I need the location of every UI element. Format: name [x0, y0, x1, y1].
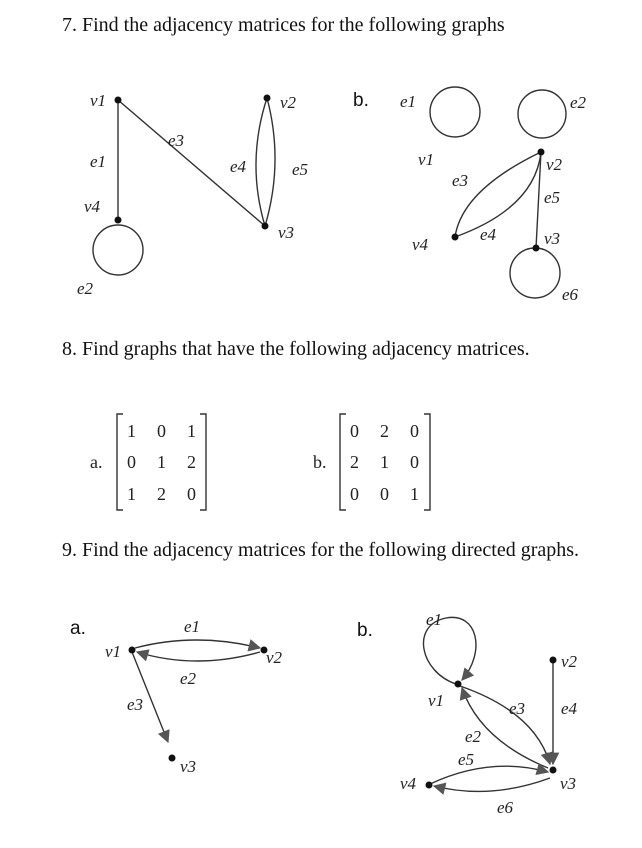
label-v2: v2 — [561, 652, 578, 671]
label-v4: v4 — [412, 235, 429, 254]
matrix-b — [313, 414, 430, 510]
label-e2: e2 — [180, 669, 197, 688]
part-label-b: b. — [353, 90, 369, 111]
label-e4: e4 — [480, 225, 497, 244]
edge-e4 — [256, 98, 267, 226]
label-e1: e1 — [426, 610, 443, 629]
matrix-a-right-bracket — [200, 414, 206, 510]
vertex-v2 — [538, 149, 545, 156]
matrix-cell: 1 — [410, 484, 419, 504]
matrix-cell: 0 — [187, 484, 196, 504]
loop-e6 — [510, 248, 560, 298]
label-v3: v3 — [560, 774, 577, 793]
problem-7-graphs — [0, 70, 642, 330]
part-label-a: a. — [70, 618, 86, 639]
edge-e5 — [265, 98, 275, 226]
matrix-cell: 2 — [187, 452, 196, 472]
label-e4: e4 — [561, 699, 578, 718]
matrix-b-label: b. — [313, 452, 327, 472]
vertex-v3 — [169, 755, 176, 762]
label-e3: e3 — [452, 171, 469, 190]
label-v3: v3 — [278, 223, 295, 242]
label-v3: v3 — [180, 757, 197, 776]
vertex-v1 — [115, 97, 122, 104]
problem-9-graphs — [0, 605, 642, 840]
edge-e1 — [135, 640, 260, 648]
vertex-v4 — [115, 217, 122, 224]
vertex-v3 — [262, 223, 269, 230]
matrix-a — [90, 414, 206, 510]
matrix-cell: 2 — [380, 421, 389, 441]
label-e2: e2 — [77, 279, 94, 298]
label-e5: e5 — [544, 188, 561, 207]
problem-8-matrices — [0, 405, 642, 515]
label-e1: e1 — [184, 617, 201, 636]
label-v1: v1 — [105, 642, 122, 661]
label-e5: e5 — [292, 160, 309, 179]
label-e6: e6 — [562, 285, 579, 304]
graph-7a — [77, 91, 308, 298]
matrix-cell: 0 — [410, 452, 419, 472]
label-e1: e1 — [400, 92, 417, 111]
graph-9b — [357, 610, 578, 817]
vertex-v2 — [264, 95, 271, 102]
matrix-cell: 0 — [380, 484, 389, 504]
label-v4: v4 — [84, 197, 101, 216]
problem-8-heading: 8. Find graphs that have the following adjacency matrices. — [62, 338, 530, 360]
label-v4: v4 — [400, 774, 417, 793]
edge-e5 — [430, 766, 548, 784]
matrix-cell: 1 — [380, 452, 389, 472]
vertex-v3 — [550, 767, 557, 774]
matrix-cell: 0 — [350, 484, 359, 504]
matrix-cell: 1 — [127, 484, 136, 504]
problem-7-heading: 7. Find the adjacency matrices for the following graphs — [62, 14, 505, 36]
part-label-b: b. — [357, 620, 373, 641]
graph-7b — [353, 87, 587, 304]
label-e3: e3 — [168, 131, 185, 150]
vertex-v2 — [550, 657, 557, 664]
problem-9-heading: 9. Find the adjacency matrices for the following directed graphs. — [62, 539, 580, 561]
vertex-v4 — [426, 782, 433, 789]
matrix-cell: 0 — [127, 452, 136, 472]
edge-e4 — [455, 152, 541, 237]
matrix-cell: 0 — [410, 421, 419, 441]
loop-e1 — [430, 87, 480, 137]
matrix-cell: 0 — [350, 421, 359, 441]
label-v1: v1 — [90, 91, 107, 110]
label-e2: e2 — [465, 727, 482, 746]
label-e5: e5 — [458, 750, 475, 769]
label-e3: e3 — [127, 695, 144, 714]
label-e4: e4 — [230, 157, 247, 176]
matrix-cell: 2 — [350, 452, 359, 472]
label-e1: e1 — [90, 152, 107, 171]
vertex-v1 — [129, 647, 136, 654]
edge-e3 — [455, 152, 541, 237]
vertex-v1 — [455, 681, 462, 688]
label-e3: e3 — [509, 699, 526, 718]
label-v2: v2 — [266, 648, 283, 667]
matrix-a-label: a. — [90, 452, 103, 472]
matrix-a-left-bracket — [117, 414, 123, 510]
matrix-cell: 2 — [157, 484, 166, 504]
matrix-b-left-bracket — [340, 414, 346, 510]
edge-e2 — [137, 652, 260, 661]
label-v3: v3 — [544, 229, 561, 248]
graph-9a — [70, 617, 283, 776]
label-e6: e6 — [497, 798, 514, 817]
matrix-cell: 1 — [187, 421, 196, 441]
edge-e6 — [434, 778, 550, 791]
loop-e2 — [93, 225, 143, 275]
label-e2: e2 — [570, 93, 587, 112]
matrix-b-right-bracket — [424, 414, 430, 510]
loop-e2 — [518, 90, 566, 138]
matrix-cell: 0 — [157, 421, 166, 441]
matrix-cell: 1 — [127, 421, 136, 441]
matrix-cell: 1 — [157, 452, 166, 472]
label-v2: v2 — [280, 93, 297, 112]
label-v1: v1 — [418, 150, 435, 169]
label-v1: v1 — [428, 691, 445, 710]
vertex-v3 — [533, 245, 540, 252]
vertex-v4 — [452, 234, 459, 241]
label-v2: v2 — [546, 155, 563, 174]
